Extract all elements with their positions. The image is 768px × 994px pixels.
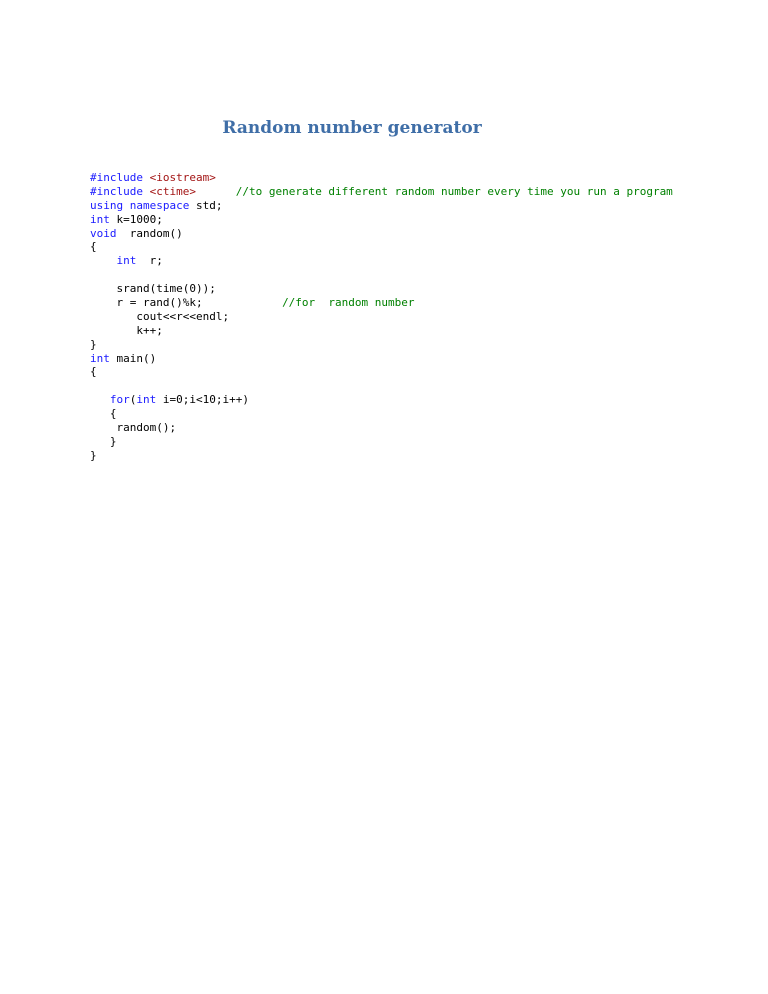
code-text: } [90,448,97,462]
code-line [90,240,730,254]
code-text: random(); [90,421,177,435]
code-text: } [90,337,97,351]
code-line [90,449,730,463]
code-keyword: void [90,226,124,240]
code-text [196,185,236,198]
code-line [90,296,730,310]
code-text: } [90,434,117,448]
code-text: k=1000; [116,212,163,226]
code-text: r; [143,254,163,268]
code-keyword: for [109,393,130,407]
code-text: i=0;i<10;i++) [162,393,249,407]
code-line [90,310,730,324]
code-text: { [90,365,97,379]
code-text: srand(time(0)); [90,282,216,296]
code-keyword: int [90,351,117,365]
code-text: r = rand()%k; [90,296,283,310]
code-text: main() [116,351,157,365]
code-line [90,199,730,213]
code-text: ( [129,393,137,407]
code-text: cout<<r<<endl; [90,309,230,323]
code-line [90,393,730,407]
code-line [90,185,730,199]
code-line [90,171,730,185]
code-header: <ctime> [149,184,196,198]
code-block [90,171,730,463]
code-preprocessor: #include [90,171,150,184]
code-line [90,365,730,379]
code-text: std; [195,198,223,212]
code-line [90,379,730,393]
code-text: random() [123,226,183,240]
code-header: <iostream> [149,171,216,184]
code-comment: //to generate different random number every time you run a program [235,184,673,198]
code-line [90,421,730,435]
code-line [90,324,730,338]
code-text: { [90,407,117,421]
code-text [90,393,110,406]
code-line [90,282,730,296]
document-title: Random number generator [222,118,482,138]
code-text [90,254,117,267]
code-comment: //for random number [282,296,415,310]
code-text: k++; [90,323,163,337]
code-line [90,213,730,227]
code-line [90,338,730,352]
code-keyword: int [90,212,117,226]
code-line [90,254,730,268]
code-line [90,407,730,421]
code-keyword: using [90,198,130,212]
code-line [90,352,730,366]
code-line [90,227,730,241]
code-keyword: int [116,254,143,268]
code-text: { [90,240,97,254]
code-keyword: namespace [129,198,196,212]
code-line [90,435,730,449]
code-preprocessor: #include [90,184,150,198]
code-keyword: int [136,393,163,407]
code-line [90,268,730,282]
